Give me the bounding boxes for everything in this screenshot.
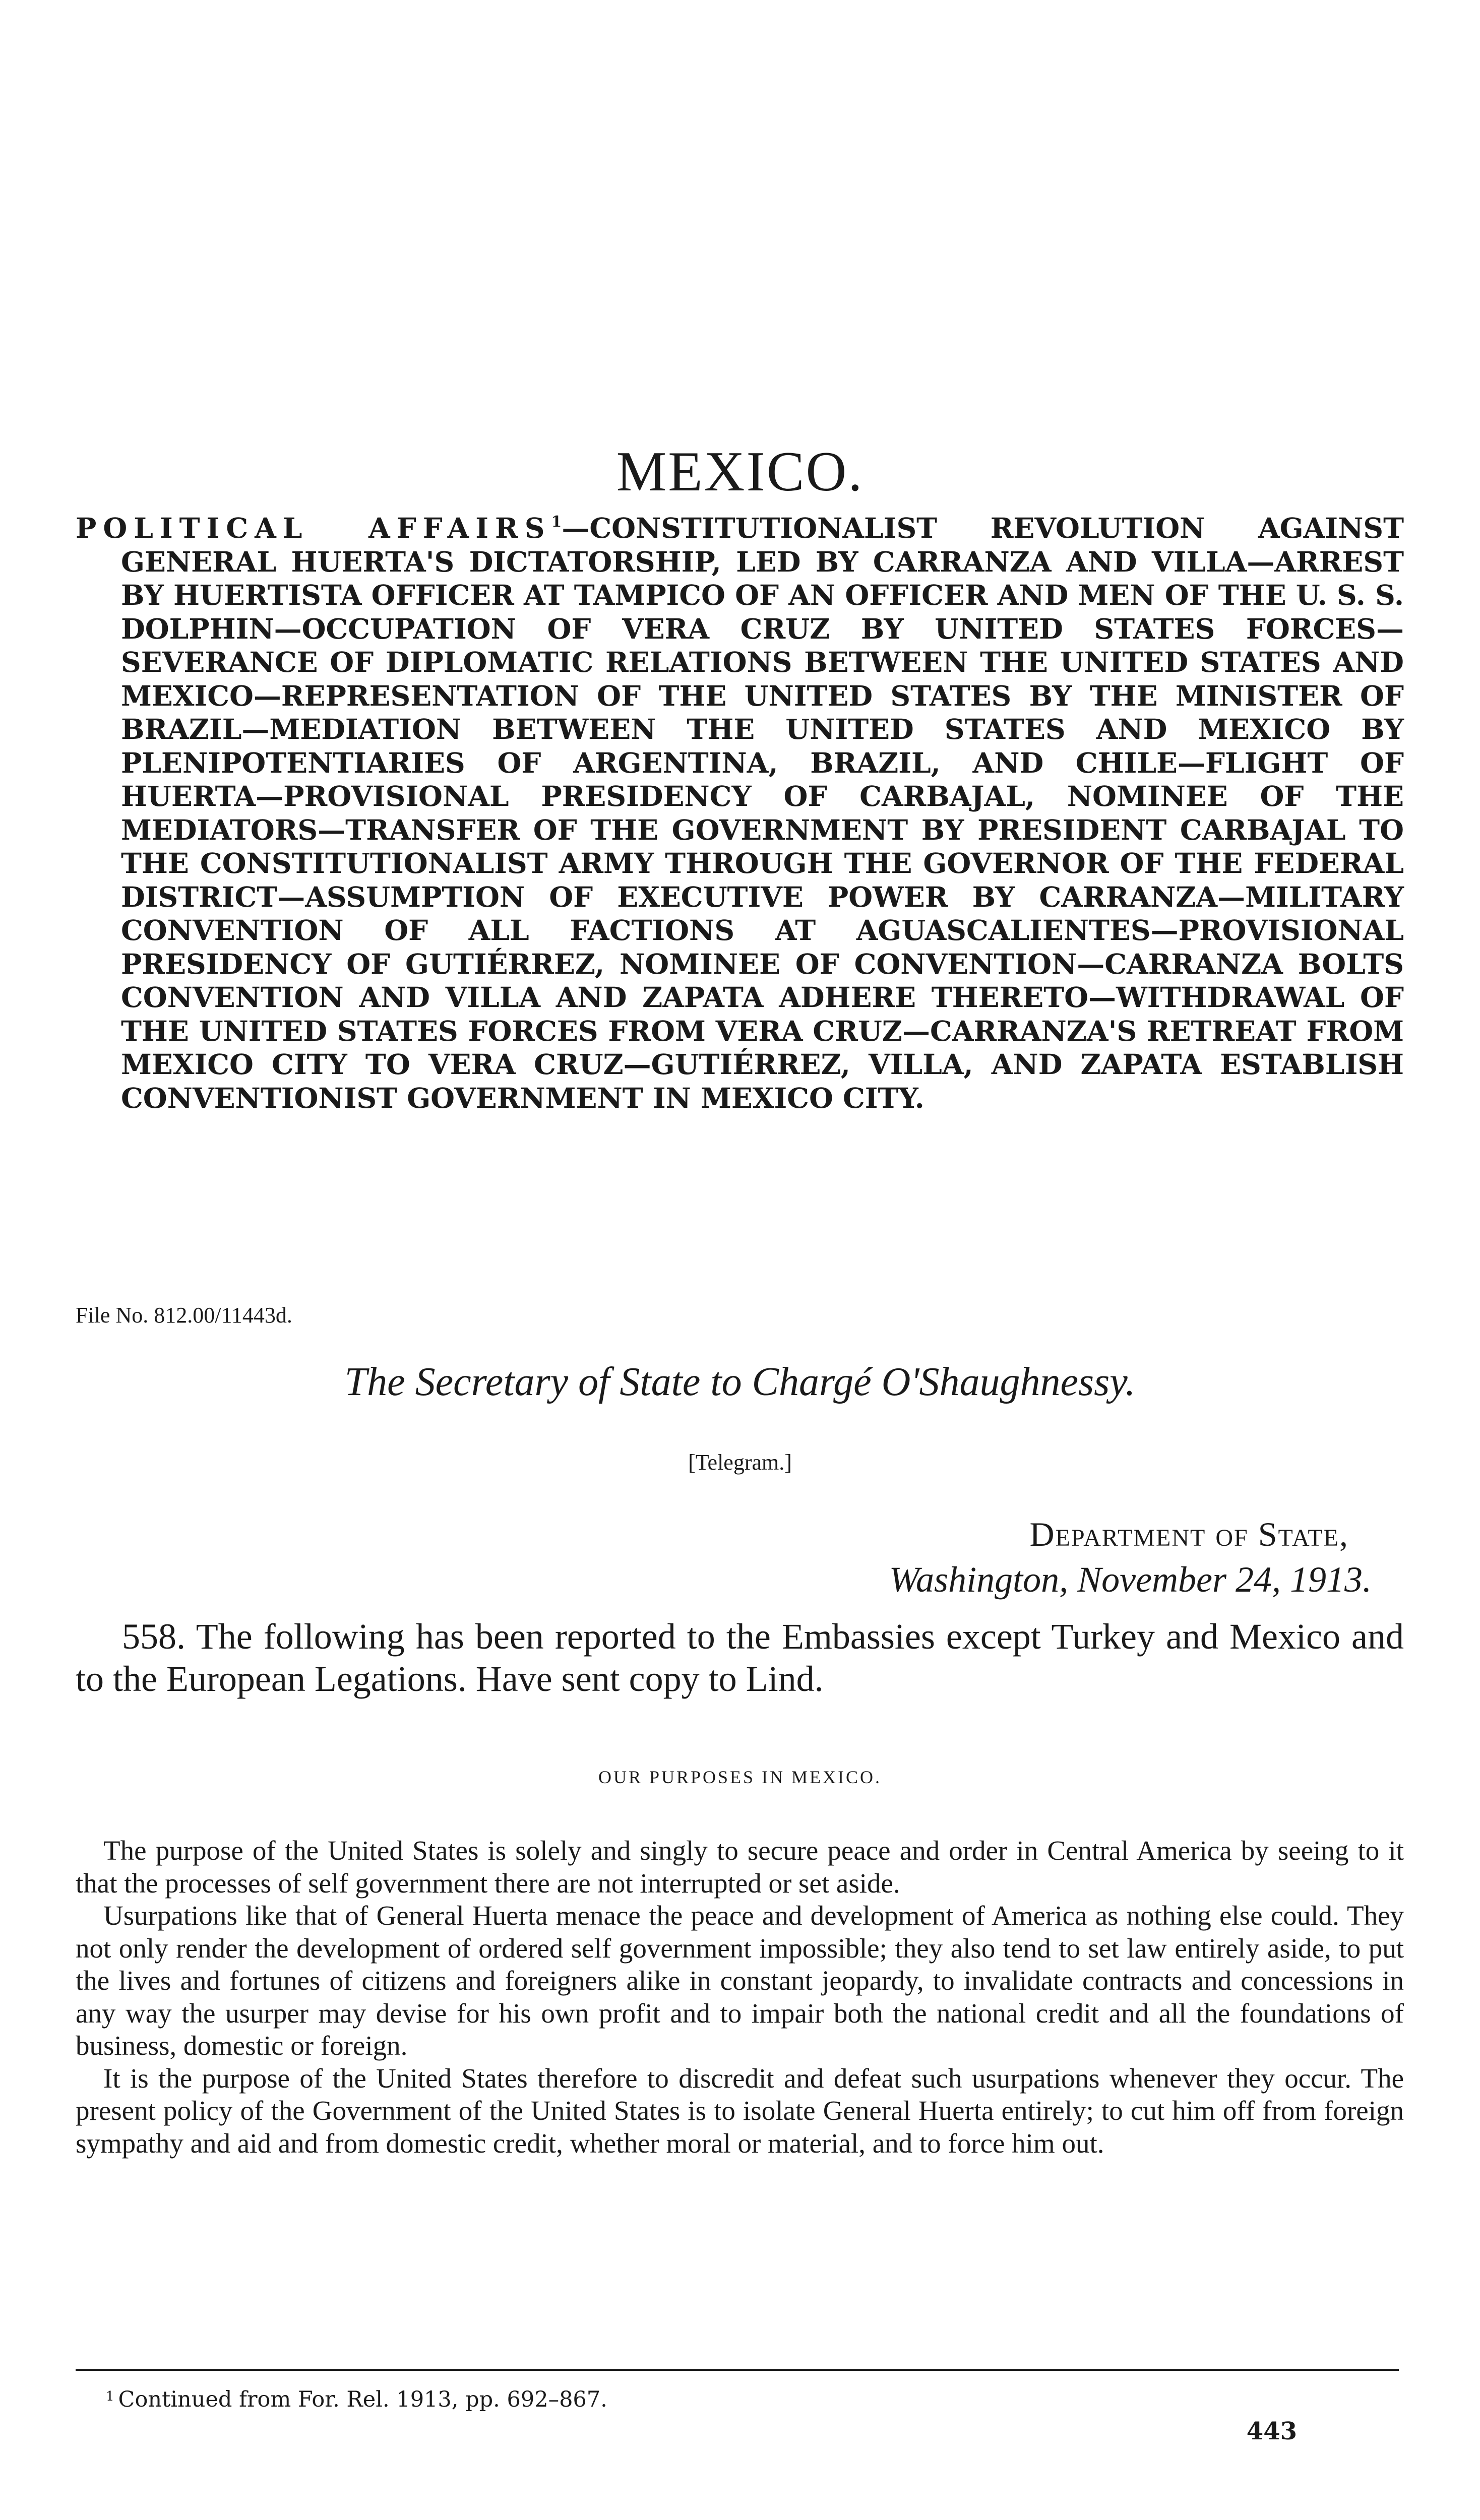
footnote-text: Continued from For. Rel. 1913, pp. 692–867.: [118, 2387, 607, 2412]
footnote-divider: [76, 2369, 1399, 2371]
body-paragraph: The purpose of the United States is solely and singly to secure peace and order in Central America by seeing to it that the processes of self government there are not interrupted or set aside.: [76, 1835, 1404, 1899]
footnote-reference: 1: [551, 513, 562, 531]
file-number: File No. 812.00/11443d.: [76, 1303, 292, 1328]
intro-paragraph: 558. The following has been reported to the Embassies except Turkey and Mexico and to the European Legations. Have sent copy to Lind.: [76, 1616, 1404, 1699]
section-heading: [76, 512, 1404, 1115]
dateline: Washington, November 24, 1913.: [889, 1559, 1372, 1600]
heading-text: —CONSTITUTIONALIST REVOLUTION AGAINST GENERAL HUERTA'S DICTATORSHIP, LED BY CARRANZA AND VILLA—ARREST BY HUERTISTA OFFICER AT TAMPICO OF AN OFFICER AND MEN OF THE U. S. S. DOLPHIN—OCCUPATION OF VERA CRUZ BY UNITED STATES FORCES—SEVERANCE OF DIPLOMATIC RELATIONS BETWEEN THE UNITED STATES AND MEXICO—REPRESENTATION OF THE UNITED STATES BY THE MINISTER OF BRAZIL—MEDIATION BETWEEN THE UNITED STATES AND MEXICO BY PLENIPOTENTIARIES OF ARGENTINA, BRAZIL, AND CHILE—FLIGHT OF HUERTA—PROVISIONAL PRESIDENCY OF CARBAJAL, NOMINEE OF THE MEDIATORS—TRANSFER OF THE GOVERNMENT BY PRESIDENT CARBAJAL TO THE CONSTITUTIONALIST ARMY THROUGH THE GOVERNOR OF THE FEDERAL DISTRICT—ASSUMPTION OF EXECUTIVE POWER BY CARRANZA—MILITARY CONVENTION OF ALL FACTIONS AT AGUASCALIENTES—PROVISIONAL PRESIDENCY OF GUTIÉRREZ, NOMINEE OF CONVENTION—CARRANZA BOLTS CONVENTION AND VILLA AND ZAPATA ADHERE THERETO—WITHDRAWAL OF THE UNITED STATES FORCES FROM VERA CRUZ—CARRANZA'S RETREAT FROM MEXICO CITY TO VERA CRUZ—GUTIÉRREZ, VILLA, AND ZAPATA ESTABLISH CONVENTIONIST GOVERNMENT IN MEXICO CITY.: [121, 512, 1404, 1114]
telegram-label: [Telegram.]: [688, 1450, 792, 1475]
footnote-marker: 1: [106, 2389, 114, 2404]
footnote: [106, 2389, 607, 2411]
department-line: Department of State,: [1029, 1515, 1349, 1553]
subheading: OUR PURPOSES IN MEXICO.: [598, 1767, 882, 1787]
page-title: MEXICO.: [616, 440, 864, 503]
document-address: The Secretary of State to Chargé O'Shaughnessy.: [344, 1360, 1136, 1404]
body-paragraph: Usurpations like that of General Huerta menace the peace and development of America as nothing else could. They not only render the development of ordered self government impossible; they also tend to set law entirely aside, to put the lives and fortunes of citizens and foreigners alike in constant jeopardy, to invalidate contracts and concessions in any way the usurper may devise for his own profit and to impair both the national credit and all the foundations of business, domestic or foreign.: [76, 1900, 1404, 2061]
heading-lead: POLITICAL AFFAIRS: [76, 512, 551, 544]
body-paragraph: It is the purpose of the United States therefore to discredit and defeat such usurpations whenever they occur. The present policy of the Government of the United States is to isolate General Huerta entirely; to cut him off from foreign sympathy and aid and from domestic credit, whether moral or material, and to force him out.: [76, 2062, 1404, 2159]
body-text: [76, 1835, 1404, 2160]
page-number: 443: [1246, 2417, 1297, 2445]
